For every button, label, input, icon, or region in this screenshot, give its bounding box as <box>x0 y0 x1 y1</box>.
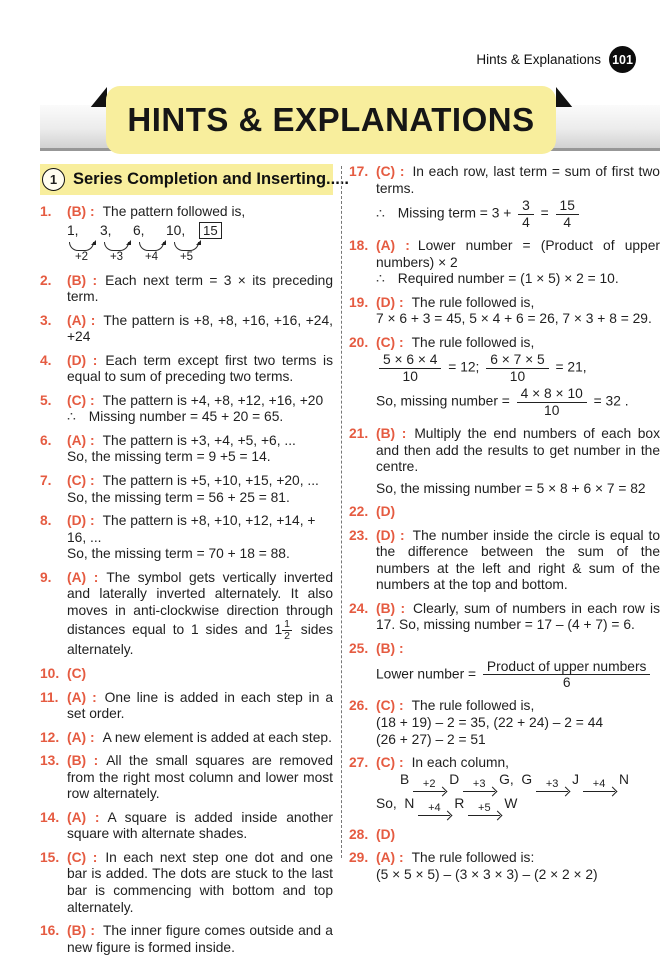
item-line <box>67 353 333 386</box>
item-body <box>67 850 333 916</box>
item-body <box>376 850 660 883</box>
item-line <box>376 481 660 498</box>
answer-key: (B) : <box>376 641 404 657</box>
item-line <box>376 164 660 197</box>
series-number: 1, <box>67 222 79 238</box>
item-text: The symbol gets vertically inverted and laterally inverted alternately. It also moves in anti-clockwise direction through distances equal to 1 sides and 1 <box>67 569 333 638</box>
item-line <box>67 313 333 346</box>
item-body <box>67 513 333 563</box>
item-text: = 21, <box>551 359 587 375</box>
column-divider <box>341 166 342 858</box>
item-line <box>67 730 333 747</box>
item-text: The rule followed is, <box>411 294 535 310</box>
hint-item <box>40 473 333 506</box>
item-line <box>67 393 333 410</box>
item-text: Each next term = 3 × its preceding term. <box>67 272 333 305</box>
item-body <box>376 295 660 328</box>
hint-item <box>349 827 660 844</box>
item-text: Multiply the end numbers of each box and then add the results to get number in the centre. <box>376 426 660 475</box>
step-arc-icon <box>174 242 199 263</box>
item-number: 29. <box>349 850 369 866</box>
fraction <box>483 659 651 691</box>
answer-key: (A) : <box>376 237 410 253</box>
hint-item <box>349 698 660 748</box>
banner-highlight-box <box>106 86 556 154</box>
series-number: 6, <box>133 222 145 238</box>
hint-item <box>349 335 660 419</box>
item-number: 11. <box>40 689 59 705</box>
item-line <box>376 238 660 271</box>
step-label: +3 <box>109 250 124 263</box>
hint-item <box>349 426 660 497</box>
item-line <box>376 698 660 715</box>
item-line <box>376 271 660 288</box>
item-line <box>376 197 660 231</box>
section-number-badge: 1 <box>42 168 65 191</box>
item-text: N <box>619 771 630 787</box>
item-text: So, the missing term = 56 + 25 = 81. <box>67 489 290 505</box>
item-body <box>376 698 660 748</box>
hint-item <box>40 433 333 466</box>
item-number: 21. <box>349 426 369 441</box>
item-text: 7 × 6 + 3 = 45, 5 × 4 + 6 = 26, 7 × 3 + 8 = 29. <box>376 311 652 327</box>
therefore-symbol: ∴ <box>376 205 385 221</box>
item-line <box>67 923 333 956</box>
item-text: The inner figure comes outside and a new figure is formed inside. <box>67 923 333 955</box>
item-text: Missing term = 3 + <box>397 205 516 221</box>
item-number: 9. <box>40 569 52 585</box>
fraction-numerator: 1 <box>284 618 290 631</box>
answer-key: (D) <box>376 504 396 520</box>
item-text: = <box>536 205 553 221</box>
item-line <box>376 426 660 476</box>
item-body <box>67 393 333 426</box>
item-text: In each row, last term = sum of first two terms. <box>376 164 660 196</box>
item-line <box>376 528 660 594</box>
item-line <box>67 409 333 426</box>
answer-key: (C) : <box>376 164 405 179</box>
item-text: (26 + 27) – 2 = 51 <box>376 731 486 747</box>
fraction-denominator: 10 <box>544 402 560 418</box>
answer-key: (C) <box>67 665 87 681</box>
arrow-shaft <box>583 791 615 792</box>
fraction-numerator: 4 × 8 × 10 <box>517 386 587 402</box>
item-number: 6. <box>40 432 52 448</box>
item-line <box>376 755 660 772</box>
item-line <box>376 385 660 419</box>
hint-item <box>349 504 660 521</box>
therefore-symbol: ∴ <box>376 271 385 287</box>
item-number: 17. <box>349 164 369 179</box>
item-text: Missing number = 45 + 20 = 65. <box>88 409 284 425</box>
item-text: B <box>400 771 410 787</box>
item-text: So, the missing number = 5 × 8 + 6 × 7 = 82 <box>376 480 646 496</box>
step-arrow-label: +3 <box>545 777 559 790</box>
hint-item <box>349 528 660 594</box>
hint-item <box>40 690 333 723</box>
item-text: D <box>449 771 460 787</box>
item-number: 26. <box>349 698 369 714</box>
answer-key: (A) : <box>67 432 95 448</box>
answer-key: (C) : <box>376 755 404 771</box>
step-arrow-icon <box>583 779 615 796</box>
item-number: 27. <box>349 755 369 771</box>
item-line <box>67 753 333 803</box>
item-line <box>67 433 333 450</box>
hint-item <box>349 641 660 691</box>
item-body <box>376 335 660 419</box>
answer-key: (A) : <box>67 809 100 825</box>
item-number: 14. <box>40 809 60 825</box>
fraction <box>379 352 441 384</box>
step-arc-icon <box>139 242 164 263</box>
answer-key: (C) : <box>67 473 95 489</box>
hint-item <box>40 666 333 683</box>
answer-key: (C) : <box>67 849 98 865</box>
hint-item <box>349 295 660 328</box>
item-number: 3. <box>40 312 52 328</box>
hint-item <box>40 730 333 747</box>
hint-item <box>40 923 333 956</box>
item-number: 8. <box>40 513 52 529</box>
answer-key: (C) : <box>376 334 404 350</box>
item-text: The rule followed is: <box>411 850 535 866</box>
item-body <box>67 923 333 956</box>
item-body <box>376 827 660 844</box>
item-line <box>67 273 333 306</box>
item-text: The pattern is +8, +10, +12, +14, + 16, ... <box>67 513 316 545</box>
step-arrow-icon <box>536 779 568 796</box>
step-label: +2 <box>74 250 89 263</box>
fraction-numerator: 6 × 7 × 5 <box>486 352 548 368</box>
item-body <box>376 755 660 820</box>
item-text: W <box>504 795 518 811</box>
item-text: In each column, <box>411 755 509 771</box>
answer-key: (D) : <box>67 513 95 529</box>
item-line <box>67 473 333 490</box>
fraction <box>517 386 587 418</box>
hint-item <box>40 810 333 843</box>
item-number: 18. <box>349 237 369 253</box>
item-text: So, the missing term = 9 +5 = 14. <box>67 449 271 465</box>
series-arcs <box>69 238 209 263</box>
page-number-badge: 101 <box>609 46 636 73</box>
item-text: G, G <box>499 771 533 787</box>
item-text: sides alternately. <box>67 622 334 658</box>
item-text: The rule followed is, <box>411 334 535 350</box>
fraction-numerator: Product of upper numbers <box>483 659 651 675</box>
item-line <box>376 867 660 884</box>
item-body <box>67 690 333 723</box>
answer-key: (B) : <box>376 600 406 616</box>
running-header-title: Hints & Explanations <box>476 52 601 67</box>
step-arrow-icon <box>413 779 445 796</box>
item-text: In each next step one dot and one bar is added. The dots are stuck to the last bar is commencing with bottom and top alternately. <box>67 849 333 915</box>
item-text: The rule followed is, <box>411 698 535 714</box>
item-number: 15. <box>40 849 60 865</box>
hint-item <box>40 273 333 306</box>
answer-key: (B) : <box>67 923 95 939</box>
item-text: The pattern followed is, <box>102 204 246 219</box>
item-text: R <box>454 795 465 811</box>
item-number: 5. <box>40 392 52 408</box>
item-body <box>376 164 660 231</box>
step-arrow-label: +5 <box>478 801 491 814</box>
item-body <box>67 313 333 346</box>
running-header <box>476 46 636 73</box>
hint-item <box>349 238 660 288</box>
item-body <box>376 641 660 691</box>
item-text: The pattern is +3, +4, +5, +6, ... <box>102 432 296 448</box>
item-text: So, missing number = <box>376 393 514 409</box>
item-text: Clearly, sum of numbers in each row is 17. So, missing number = 17 – (4 + 7) = 6. <box>376 600 660 633</box>
section-title: Series Completion and Inserting..... <box>73 170 349 188</box>
item-number: 13. <box>40 753 60 769</box>
fraction-denominator: 2 <box>284 630 290 643</box>
item-number: 7. <box>40 473 52 489</box>
fraction <box>518 198 534 230</box>
item-text: Lower number = (Product of upper numbers) × 2 <box>376 237 660 270</box>
hint-item <box>40 353 333 386</box>
item-text: So, N <box>376 795 415 811</box>
fraction <box>486 352 548 384</box>
item-number: 19. <box>349 294 369 310</box>
item-line <box>376 295 660 312</box>
arrow-shaft <box>536 791 568 792</box>
item-body <box>376 238 660 288</box>
answer-key: (D) <box>376 826 396 842</box>
step-arrow-label: +4 <box>592 777 606 790</box>
content-area <box>40 164 660 963</box>
item-body <box>376 504 660 521</box>
item-text: J <box>572 771 580 787</box>
step-label: +5 <box>179 250 194 263</box>
item-line <box>376 715 660 732</box>
item-text: Required number = (1 × 5) × 2 = 10. <box>397 271 619 287</box>
item-line <box>376 601 660 634</box>
item-number: 24. <box>349 600 369 616</box>
fraction-denominator: 4 <box>522 214 530 230</box>
item-number: 28. <box>349 826 369 842</box>
item-line <box>67 850 333 916</box>
answer-key: (A) : <box>67 569 99 585</box>
item-line <box>376 351 660 385</box>
hint-item <box>40 753 333 803</box>
item-body <box>67 273 333 306</box>
item-line <box>376 827 660 844</box>
hint-item <box>40 393 333 426</box>
arrow-shaft <box>413 791 445 792</box>
item-number: 2. <box>40 272 52 288</box>
item-line <box>376 658 660 692</box>
item-body <box>376 426 660 497</box>
hint-item <box>40 204 333 266</box>
item-text: The pattern is +4, +8, +12, +16, +20 <box>102 392 324 408</box>
item-line <box>376 732 660 749</box>
item-body <box>67 570 333 659</box>
item-line <box>376 772 660 796</box>
item-body <box>67 473 333 506</box>
answer-key: (D) : <box>67 352 98 368</box>
answer-key: (A) : <box>376 850 404 866</box>
step-arrow-label: +4 <box>428 801 441 814</box>
item-number: 1. <box>40 204 52 219</box>
item-number: 22. <box>349 504 369 520</box>
answer-key: (B) : <box>67 204 95 219</box>
item-number: 10. <box>40 665 60 681</box>
step-arrow-icon <box>463 779 495 796</box>
hint-item <box>349 164 660 231</box>
item-text: Each term except first two terms is equal to sum of preceding two terms. <box>67 352 333 385</box>
item-text: (5 × 5 × 5) – (3 × 3 × 3) – (2 × 2 × 2) <box>376 866 598 882</box>
answer-key: (D) : <box>376 294 404 310</box>
item-text: A new element is added at each step. <box>102 729 332 745</box>
item-text: The pattern is +8, +8, +16, +16, +24, +24 <box>67 312 333 345</box>
item-body <box>67 353 333 386</box>
item-line <box>376 796 660 820</box>
series-number: 3, <box>100 222 112 238</box>
item-line <box>376 311 660 328</box>
hint-item <box>40 850 333 916</box>
hint-item <box>40 313 333 346</box>
item-body <box>67 810 333 843</box>
item-text: = 32 . <box>589 393 629 409</box>
item-number: 25. <box>349 641 369 657</box>
fraction-numerator: 15 <box>556 198 579 214</box>
item-body <box>67 433 333 466</box>
hint-item <box>349 755 660 820</box>
fraction <box>556 198 579 230</box>
banner-fold-right-icon <box>556 87 574 107</box>
item-number: 4. <box>40 352 52 368</box>
item-body <box>67 666 333 683</box>
hint-item <box>40 513 333 563</box>
item-number: 12. <box>40 729 60 745</box>
item-text: The number inside the circle is equal to the difference between the sum of the numbers at the left and right & sum of the numbers at the top and bottom. <box>376 527 660 593</box>
item-line <box>67 449 333 466</box>
item-text: = 12; <box>444 359 484 375</box>
answer-key: (A) : <box>67 312 96 328</box>
therefore-symbol: ∴ <box>67 409 76 425</box>
step-arrow-icon <box>468 803 500 820</box>
answer-key: (B) : <box>67 272 98 288</box>
answer-key: (C) : <box>67 392 95 408</box>
fraction-denominator: 4 <box>563 214 572 230</box>
item-text: One line is added in each step in a set order. <box>67 689 333 722</box>
fraction-denominator: 10 <box>402 368 418 384</box>
section-heading <box>40 164 349 195</box>
item-line <box>67 570 333 659</box>
item-body <box>376 528 660 594</box>
item-number: 20. <box>349 334 369 350</box>
boxed-answer: 15 <box>199 222 222 239</box>
item-text: A square is added inside another square with alternate shades. <box>67 809 333 842</box>
fraction-denominator: 10 <box>509 368 526 384</box>
fraction-numerator: 3 <box>518 198 534 214</box>
item-text: The pattern is +5, +10, +15, +20, ... <box>102 473 319 489</box>
item-text: Lower number = <box>376 666 480 682</box>
banner-fold-left-icon <box>89 87 107 107</box>
item-body <box>67 204 333 266</box>
item-body <box>67 753 333 803</box>
hint-item <box>40 570 333 659</box>
series-number: 10, <box>166 222 186 238</box>
series-diagram <box>67 222 333 266</box>
step-arc-icon <box>69 242 94 263</box>
arrow-shaft <box>468 815 500 816</box>
arrow-shaft <box>418 815 450 816</box>
item-text: So, the missing term = 70 + 18 = 88. <box>67 546 290 562</box>
item-line <box>67 204 333 221</box>
chapter-banner <box>40 86 660 158</box>
item-body <box>67 730 333 747</box>
fraction-numerator: 5 × 6 × 4 <box>379 352 441 368</box>
step-arrow-label: +2 <box>422 777 436 790</box>
answer-key: (A) : <box>67 689 97 705</box>
item-line <box>376 641 660 658</box>
left-column <box>40 164 349 963</box>
hint-item <box>349 601 660 634</box>
fraction-denominator: 6 <box>562 675 571 690</box>
fraction <box>282 619 292 642</box>
step-label: +4 <box>144 250 159 263</box>
item-line <box>67 490 333 507</box>
item-body <box>376 601 660 634</box>
item-line <box>67 690 333 723</box>
item-line <box>67 666 333 683</box>
answer-key: (C) : <box>376 698 404 714</box>
item-line <box>67 513 333 546</box>
answer-key: (D) : <box>376 527 405 543</box>
item-number: 16. <box>40 923 60 939</box>
arrow-shaft <box>463 791 495 792</box>
item-line <box>67 810 333 843</box>
right-column <box>349 164 660 963</box>
step-arrow-label: +3 <box>472 777 486 790</box>
item-line <box>376 504 660 521</box>
answer-key: (B) : <box>67 753 99 769</box>
answer-key: (B) : <box>376 426 407 441</box>
step-arc-icon <box>104 242 129 263</box>
item-line <box>376 850 660 867</box>
answer-key: (A) : <box>67 729 95 745</box>
item-number: 23. <box>349 527 369 543</box>
step-arrow-icon <box>418 803 450 820</box>
banner-title: HINTS & EXPLANATIONS <box>127 101 535 138</box>
hint-item <box>349 850 660 883</box>
item-text: (18 + 19) – 2 = 35, (22 + 24) – 2 = 44 <box>376 714 604 730</box>
item-line <box>376 335 660 352</box>
item-text: All the small squares are removed from the right most column and lower most row alternately. <box>67 753 333 802</box>
item-line <box>67 546 333 563</box>
